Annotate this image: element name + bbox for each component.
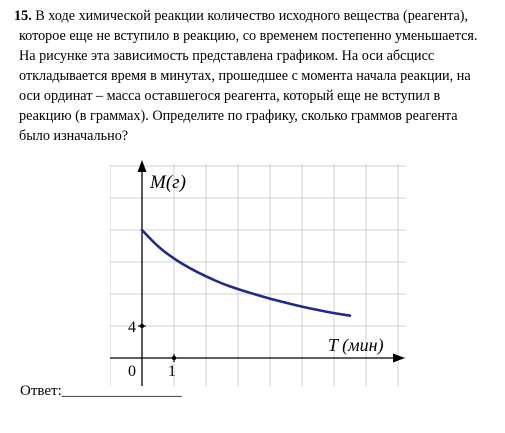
answer-label: Ответ: (20, 383, 62, 399)
graph-ticks (138, 324, 176, 362)
problem-text (14, 6, 502, 146)
reaction-graph (110, 158, 410, 388)
problem-line-5: оси ординат – масса оставшегося реагента, который еще не вступил в (19, 88, 441, 104)
x-axis-arrow-icon (393, 354, 405, 363)
problem-line-2: которое еще не вступило в реакцию, со временем постепенно уменьшается. (19, 28, 478, 44)
answer-blank[interactable]: ________________ (61, 383, 182, 399)
problem-number: 15. (14, 8, 32, 24)
origin-label: 0 (128, 363, 136, 380)
y-tick-label-4: 4 (128, 319, 136, 336)
problem-line-3: На рисунке эта зависимость представлена графиком. На оси абсцисс (19, 48, 435, 64)
problem-line-1-text: В ходе химической реакции количество исходного вещества (реагента), (35, 8, 469, 24)
x-tick-label-1: 1 (168, 363, 176, 380)
x-axis-label: T (мин) (328, 335, 384, 355)
y-axis-label: M(г) (150, 172, 186, 193)
reagent-mass-curve (142, 230, 350, 316)
problem-line-6: реакцию (в граммах). Определите по графику, сколько граммов реагента (19, 108, 458, 124)
problem-line-7: было изначально? (19, 128, 129, 144)
problem-line-1 (14, 6, 502, 26)
answer-line (20, 383, 182, 400)
problem-line-4: откладывается время в минутах, прошедшее с момента начала реакции, на (19, 68, 471, 84)
